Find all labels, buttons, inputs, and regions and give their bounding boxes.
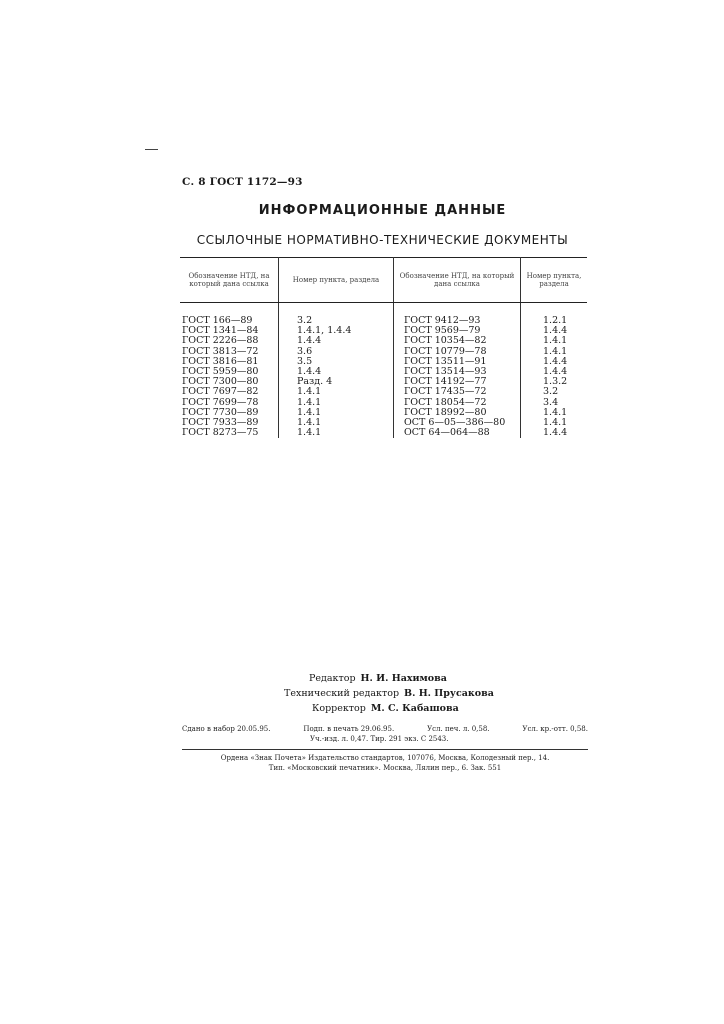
section-cell: 1.4.1 <box>279 387 394 397</box>
header-section-number: Номер пункта, раздела <box>521 258 588 303</box>
section-cell: 3.2 <box>543 386 559 398</box>
ntd-cell: ГОСТ 3813—72 <box>180 347 279 357</box>
editor-line <box>270 671 570 686</box>
ntd-cell: ГОСТ 1341—84 <box>180 326 279 336</box>
ntd-cell: ГОСТ 7933—89 <box>180 418 279 428</box>
ntd-cell: ГОСТ 166—89 <box>180 303 279 327</box>
references-table <box>180 257 587 438</box>
document-subtitle: ССЫЛОЧНЫЕ НОРМАТИВНО-ТЕХНИЧЕСКИЕ ДОКУМЕНТЫ <box>196 233 569 247</box>
section-cell: 3.6 <box>279 347 394 357</box>
corrector-name: М. С. Кабашова <box>370 703 459 714</box>
section-cell: 1.4.1 <box>543 345 568 357</box>
section-cell: 1.4.4 <box>279 336 394 346</box>
section-cell: 3.2 <box>279 303 394 327</box>
ntd-cell: ГОСТ 7699—78 <box>180 398 279 408</box>
section-cell: 1.4.1 <box>279 428 394 438</box>
page-header: С. 8 ГОСТ 1172—93 <box>182 176 303 188</box>
ntd-cell: ГОСТ 3816—81 <box>180 357 279 367</box>
imprint-publisher: Ордена «Знак Почета» Издательство стандартов, 107076, Москва, Колодезный пер., 14. <box>220 754 550 762</box>
ntd-cell: ГОСТ 7300—80 <box>180 377 279 387</box>
section-cell: 1.4.4 <box>279 367 394 377</box>
section-cell: 1.4.4 <box>543 325 568 337</box>
imprint-block <box>182 725 588 773</box>
ntd-cell: ГОСТ 8273—75 <box>180 428 279 438</box>
ntd-cell: ГОСТ 7697—82 <box>180 387 279 397</box>
tech-editor-line <box>270 686 570 701</box>
ntd-cell: ГОСТ 9412—93 <box>394 303 521 327</box>
credits-block <box>270 671 570 716</box>
ntd-cell: ГОСТ 13514—93 <box>394 367 521 377</box>
ntd-cell: ГОСТ 7730—89 <box>180 408 279 418</box>
section-cell: 1.4.1 <box>279 418 394 428</box>
section-cell: 1.3.2 <box>543 376 568 388</box>
section-cell: 1.4.4 <box>543 427 568 439</box>
ntd-cell: ГОСТ 14192—77 <box>394 377 521 387</box>
imprint-printer: Тип. «Московский печатник». Москва, Лялин пер., 6. Зак. 551 <box>268 763 502 772</box>
ntd-cell: ГОСТ 10779—78 <box>394 347 521 357</box>
editor-role: Редактор <box>309 673 356 684</box>
section-cell: 1.4.1 <box>279 408 394 418</box>
table-header-row <box>180 258 587 303</box>
ntd-cell: ГОСТ 17435—72 <box>394 387 521 397</box>
section-cell: 1.2.1 <box>543 315 568 326</box>
table-row <box>180 428 587 438</box>
tech-editor-role: Технический редактор <box>284 688 400 699</box>
section-cell: Разд. 4 <box>279 377 394 387</box>
imprint-divider <box>182 749 588 750</box>
imprint-dates-row <box>182 725 588 735</box>
corrector-role: Корректор <box>312 703 366 714</box>
section-cell: 3.5 <box>279 357 394 367</box>
ntd-cell: ГОСТ 9569—79 <box>394 326 521 336</box>
imprint-typeset-date: Сдано в набор 20.05.95. <box>182 725 271 733</box>
section-cell: 1.4.1 <box>279 398 394 408</box>
section-cell: 1.4.1, 1.4.4 <box>279 326 394 336</box>
ntd-cell: ГОСТ 18992—80 <box>394 408 521 418</box>
section-cell: 1.4.4 <box>543 355 568 367</box>
ntd-cell: ОСТ 64—064—88 <box>394 428 521 438</box>
section-cell: 1.4.1 <box>543 335 568 347</box>
section-cell: 3.4 <box>543 396 559 408</box>
margin-mark <box>145 149 158 150</box>
ntd-cell: ГОСТ 18054—72 <box>394 398 521 408</box>
section-cell: 1.4.1 <box>543 406 568 418</box>
header-ntd-designation: Обозначение НТД, на который дана ссылка <box>394 258 521 303</box>
document-title: ИНФОРМАЦИОННЫЕ ДАННЫЕ <box>258 203 507 218</box>
editor-name: Н. И. Нахимова <box>360 673 447 684</box>
corrector-line <box>270 701 570 716</box>
ntd-cell: ГОСТ 5959—80 <box>180 367 279 377</box>
tech-editor-name: В. Н. Прусакова <box>404 688 494 699</box>
ntd-cell: ОСТ 6—05—386—80 <box>394 418 521 428</box>
table-row <box>180 303 587 327</box>
header-ntd-designation: Обозначение НТД, на который дана ссылка <box>180 258 279 303</box>
section-cell: 1.4.4 <box>543 366 568 378</box>
ntd-cell: ГОСТ 2226—88 <box>180 336 279 346</box>
imprint-print-sheets: Усл. печ. л. 0,58. <box>427 725 490 733</box>
ntd-cell: ГОСТ 10354—82 <box>394 336 521 346</box>
ntd-cell: ГОСТ 13511—91 <box>394 357 521 367</box>
imprint-print-date: Подп. в печать 29.06.95. <box>303 725 395 733</box>
imprint-color-sheets: Усл. кр.-отт. 0,58. <box>522 725 588 733</box>
section-cell: 1.4.1 <box>543 417 568 429</box>
imprint-circulation: Уч.-изд. л. 0,47. Тир. 291 экз. С 2543. <box>310 734 449 743</box>
header-section-number: Номер пункта, раздела <box>279 258 394 303</box>
